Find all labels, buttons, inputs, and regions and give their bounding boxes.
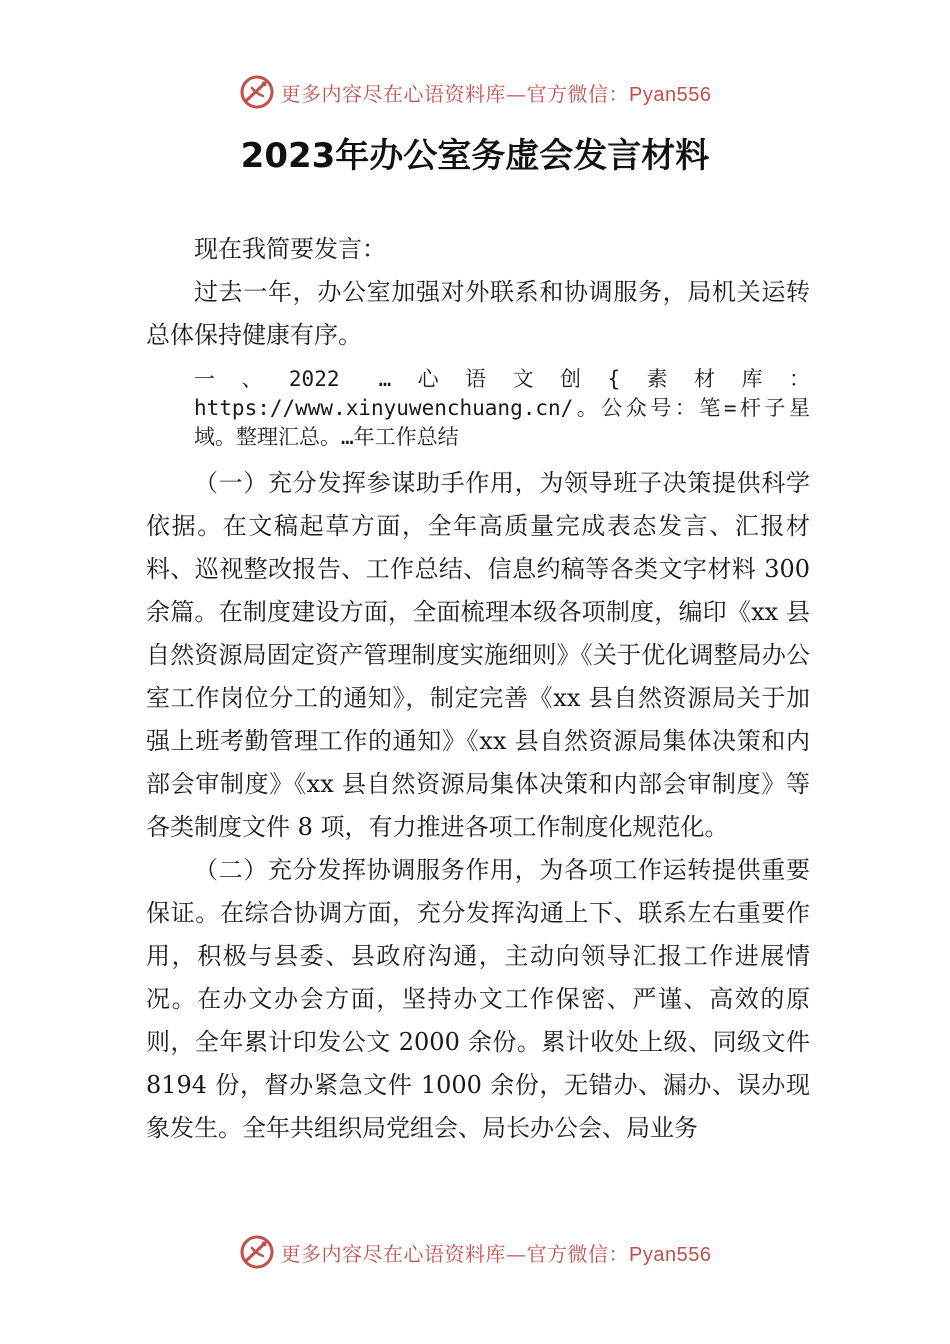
banner-wechat-label: 官方微信： — [526, 1241, 630, 1266]
banner-wechat-label: 官方微信： — [526, 81, 630, 106]
banner-separator: — — [506, 81, 527, 106]
document-body — [146, 228, 810, 1150]
section-heading-review: 一、2022 …心语文创{素材库：https://www.xinyuwenchuang.cn/。公众号：笔=杆子星域。整理汇总。…年工作总结 — [194, 367, 810, 449]
footer-watermark-banner — [0, 1232, 950, 1272]
brand-logo-icon — [239, 74, 275, 110]
header-watermark-banner — [0, 72, 950, 112]
banner-main-text: 更多内容尽在心语资料库 — [280, 1241, 507, 1266]
banner-wechat-id: Pyan556 — [629, 1243, 712, 1266]
brand-logo-icon — [239, 1234, 275, 1270]
banner-wechat-id: Pyan556 — [629, 83, 712, 106]
paragraph-section-2: （二）充分发挥协调服务作用，为各项工作运转提供重要保证。在综合协调方面，充分发挥沟通上下、联系左右重要作用，积极与县委、县政府沟通，主动向领导汇报工作进展情况。在办文办会方面，坚持办文工作保密、严谨、高效的原则，全年累计印发公文 2000 余份。累计收处上级、同级文件 8194 份，督办紧急文件 1000 余份，无错办、漏办、误办现象发生。全年共组织局党组会、局长办公会、局业务 — [146, 856, 810, 1142]
paragraph-section-1: （一）充分发挥参谋助手作用，为领导班子决策提供科学依据。在文稿起草方面，全年高质量完成表态发言、汇报材料、巡视整改报告、工作总结、信息约稿等各类文字材料 300 余篇。在制度建设方面，全面梳理本级各项制度，编印《xx 县自然资源局固定资产管理制度实施细则》《关于优化调整局办公室工作岗位分工的通知》，制定完善《xx 县自然资源局关于加强上班考勤管理工作的通知》《xx 县自然资源局集体决策和内部会审制度》《xx 县自然资源局集体决策和内部会审制度》等各类制度文件 8 项，有力推进各项工作制度化规范化。 — [146, 469, 810, 841]
paragraph-summary: 过去一年，办公室加强对外联系和协调服务，局机关运转总体保持健康有序。 — [146, 278, 810, 349]
banner-text — [281, 78, 712, 107]
banner-text — [281, 1238, 712, 1267]
paragraph-intro: 现在我简要发言： — [194, 235, 386, 263]
banner-separator: — — [506, 1241, 527, 1266]
banner-main-text: 更多内容尽在心语资料库 — [280, 81, 507, 106]
document-title: 2023年办公室务虚会发言材料 — [240, 136, 710, 176]
